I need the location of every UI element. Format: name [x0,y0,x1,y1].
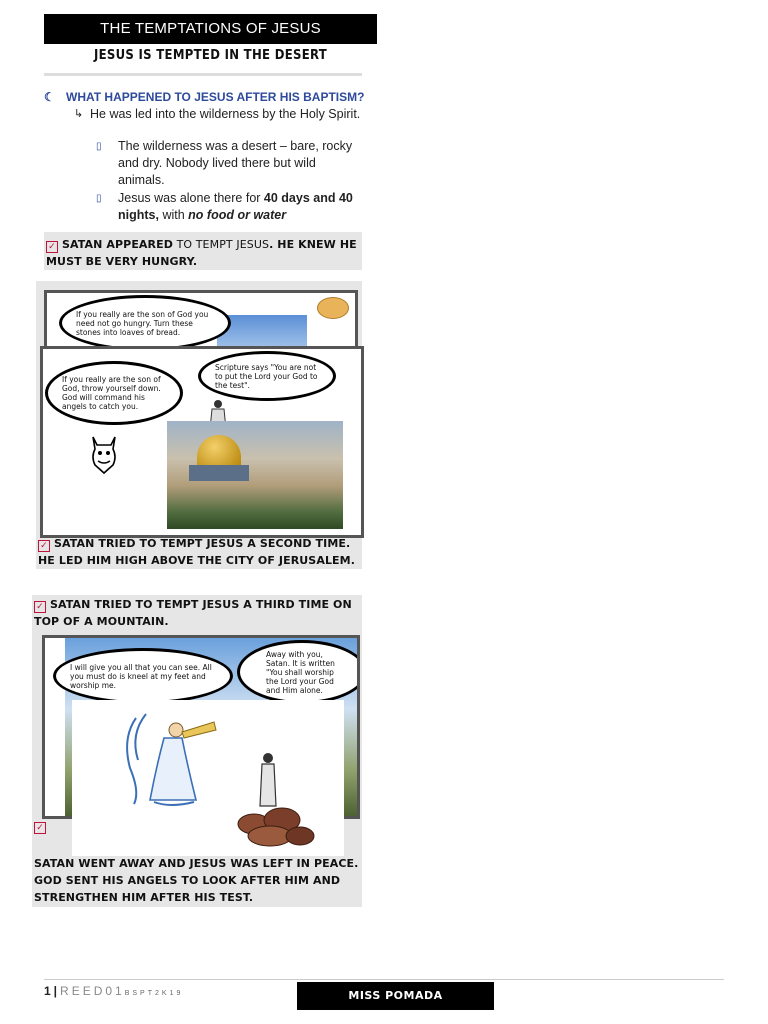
checkbox-icon: ✓ [46,241,58,253]
angel-icon [116,708,226,812]
square-bullet-icon: ▯ [96,193,102,204]
speech-bubble-satan-worship: I will give you all that you can see. All you must do is kneel at my feet and worship me. [53,648,233,704]
page-subtitle: JESUS IS TEMPTED IN THE DESERT [93,48,328,63]
footer-divider [44,979,724,980]
speech-bubble-bread: If you really are the son of God you need not go hungry. Turn these stones into loaves of bread. [59,295,231,351]
jesus-on-rocks-icon [236,748,326,852]
square-bullet-icon: ▯ [96,141,102,152]
checkbox-icon: ✓ [34,822,46,834]
question-heading: ☾ WHAT HAPPENED TO JESUS AFTER HIS BAPTISM? [44,90,365,104]
speech-bubble-jesus-away: Away with you, Satan. It is written "You shall worship the Lord your God and Him alone. [237,640,360,704]
divider [44,73,362,76]
arrow-bullet-icon: ↳ [74,108,84,120]
footer-page-code: 1|REED01BSPT2K19 [44,984,184,998]
jerusalem-temptation-panel [40,346,364,538]
devil-icon [87,431,121,475]
page-title: THE TEMPTATIONS OF JESUS [44,14,377,44]
dome-of-the-rock [197,435,241,465]
bullet-led-into-wilderness: ↳ He was led into the wilderness by the Holy Spirit. [74,107,361,121]
speech-bubble-jesus-scripture: Scripture says "You are not to put the Lord your God to the test". [198,351,336,401]
checkbox-icon: ✓ [38,540,50,552]
bullet-swirl-icon: ☾ [44,90,55,104]
teacher-name-box: MISS POMADA [297,982,494,1010]
speech-bubble-satan-throw: If you really are the son of God, throw yourself down. God will command his angels to catch you. [45,361,183,425]
ending-caption: SATAN WENT AWAY AND JESUS WAS LEFT IN PEACE. GOD SENT HIS ANGELS TO LOOK AFTER HIM AND STRENGTHEN HIM AFTER HIS TEST. [34,857,359,904]
bread-icon [317,297,349,319]
bullet-forty-days: ▯ Jesus was alone there for 40 days and 40 nights, with no food or water [96,191,353,222]
checkbox-icon: ✓ [34,601,46,613]
satan-appeared-box: ✓ SATAN APPEARED TO TEMPT JESUS. HE KNEW HE MUST BE VERY HUNGRY. [44,232,362,270]
angel-illustration [72,700,344,856]
second-temptation-caption: ✓ SATAN TRIED TO TEMPT JESUS A SECOND TIME. HE LED HIM HIGH ABOVE THE CITY OF JERUSALEM. [38,537,355,567]
jerusalem-city-image [167,421,343,529]
bullet-wilderness-desert: ▯ The wilderness was a desert – bare, rocky and dry. Nobody lived there but wild animals. [96,139,353,187]
third-temptation-caption: ✓ SATAN TRIED TO TEMPT JESUS A THIRD TIME ON TOP OF A MOUNTAIN. [34,598,352,628]
